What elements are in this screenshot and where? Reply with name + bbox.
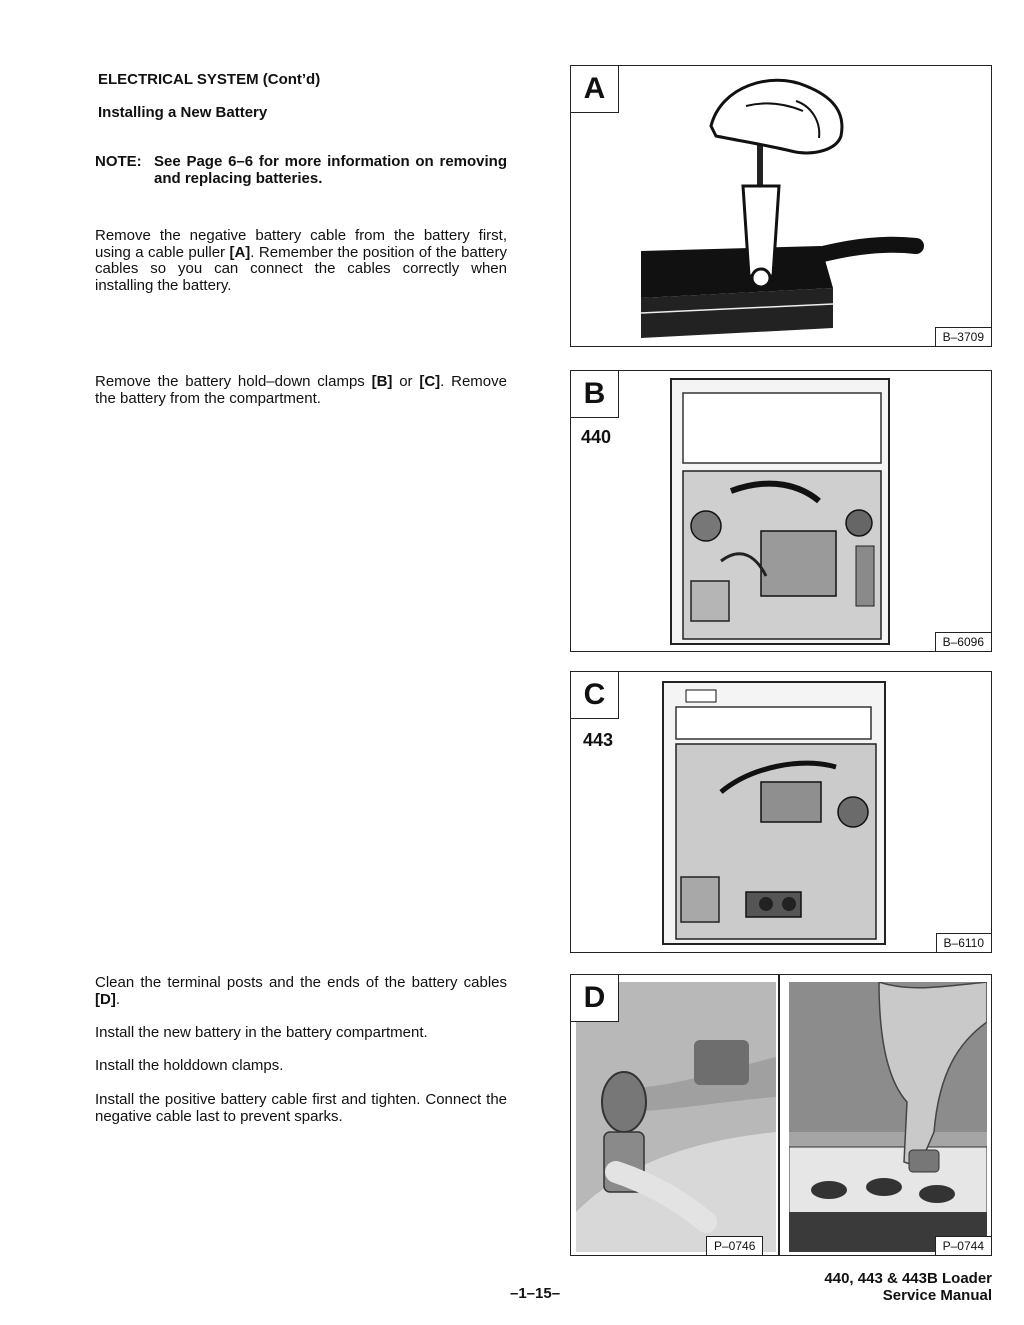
figure-d-divider bbox=[778, 975, 780, 1255]
figure-a-code: B–3709 bbox=[935, 327, 992, 347]
p2-text-a: Remove the battery hold–down clamps bbox=[95, 373, 372, 390]
engine-compartment-440-photo bbox=[571, 371, 990, 650]
paragraph-connect-cables: Install the positive battery cable first and tighten. Connect the negative cable last to prevent sparks. bbox=[95, 1091, 507, 1125]
fig-ref-b: [B] bbox=[371, 373, 393, 390]
fig-ref-d: [D] bbox=[95, 990, 116, 1008]
figure-a-label: A bbox=[570, 65, 619, 113]
note-text: See Page 6–6 for more information on removing and replacing batteries. bbox=[154, 153, 507, 187]
p1-text-b: . Remember the position of the battery cables so you can connect the cables correctly when installing the battery. bbox=[95, 243, 507, 294]
figure-b bbox=[570, 370, 992, 652]
battery-post-photo bbox=[789, 982, 987, 1252]
note-label: NOTE: bbox=[95, 153, 142, 170]
page-number: –1–15– bbox=[510, 1285, 561, 1302]
figure-b-code: B–6096 bbox=[935, 632, 992, 652]
p1-text-a: Remove the negative battery cable from the battery first, using a cable puller bbox=[95, 227, 507, 261]
figure-c bbox=[570, 671, 992, 953]
fig-ref-a: [A] bbox=[229, 243, 251, 261]
figure-a bbox=[570, 65, 992, 347]
section-title: ELECTRICAL SYSTEM (Cont’d) bbox=[98, 71, 321, 88]
figure-d-label: D bbox=[570, 974, 619, 1022]
paragraph-install-battery: Install the new battery in the battery compartment. bbox=[95, 1024, 428, 1041]
manual-title-line1: 440, 443 & 443B Loader bbox=[824, 1270, 992, 1287]
p2-text-mid: or bbox=[392, 373, 420, 390]
paragraph-clean-terminals bbox=[95, 975, 507, 1008]
manual-title-line2: Service Manual bbox=[882, 1287, 992, 1304]
paragraph-install-clamps: Install the holddown clamps. bbox=[95, 1057, 284, 1074]
fig-ref-c: [C] bbox=[419, 373, 441, 390]
p2-text-b: . Remove the battery from the compartment. bbox=[95, 373, 507, 407]
engine-compartment-443-photo bbox=[571, 672, 990, 951]
manual-title bbox=[824, 1270, 992, 1304]
cable-puller-illustration bbox=[571, 66, 990, 345]
figure-d bbox=[570, 974, 992, 1256]
note-block bbox=[95, 153, 507, 187]
paragraph-remove-clamps bbox=[95, 374, 507, 407]
figure-b-label: B bbox=[570, 370, 619, 418]
figure-c-label: C bbox=[570, 671, 619, 719]
figure-c-code: B–6110 bbox=[936, 933, 992, 953]
figure-c-model: 443 bbox=[583, 730, 614, 750]
p3-text-a: Clean the terminal posts and the ends of the battery cables bbox=[95, 974, 507, 991]
p3-text-b: . bbox=[115, 990, 120, 1008]
figure-b-model: 440 bbox=[581, 427, 612, 447]
section-subtitle: Installing a New Battery bbox=[98, 104, 268, 121]
cable-end-cleaning-photo bbox=[576, 982, 776, 1252]
paragraph-remove-negative-cable bbox=[95, 228, 507, 294]
figure-d-code-left: P–0746 bbox=[706, 1236, 763, 1256]
figure-d-code-right: P–0744 bbox=[935, 1236, 992, 1256]
